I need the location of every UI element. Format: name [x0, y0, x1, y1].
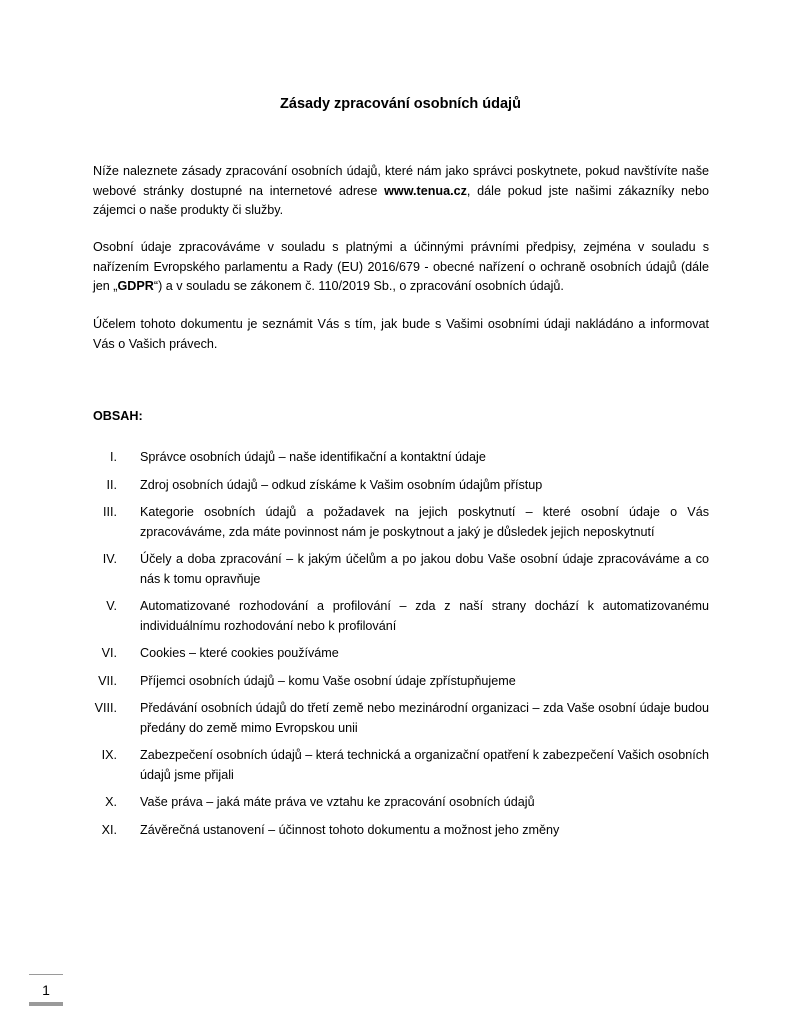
toc-item	[0, 821, 801, 841]
toc-item-number: IX.	[101, 748, 117, 762]
toc-item-number: VI.	[101, 646, 117, 660]
purpose-text: Účelem tohoto dokumentu je seznámit Vás s tím, jak bude s Vašimi osobními údaji nakládáno a informovat Vás o Vašich právech.	[93, 317, 709, 351]
toc-item-number: II.	[106, 477, 117, 492]
table-of-contents	[0, 448, 801, 848]
toc-item-text: Kategorie osobních údajů a požadavek na jejich poskytnutí – které osobní údaje o Vás zpracováváme, zda máte povinnost nám je poskytnout a jaký je důsledek jejich neposkytnutí	[140, 505, 709, 539]
toc-item	[0, 793, 801, 813]
intro-paragraph	[93, 162, 709, 221]
toc-item-number: III.	[103, 505, 117, 519]
toc-item-number: X.	[105, 795, 117, 809]
page-number-box	[29, 974, 63, 1006]
toc-item-text: Vaše práva – jaká máte práva ve vztahu ke zpracování osobních údajů	[140, 795, 535, 809]
legal-text-after: “) a v souladu se zákonem č. 110/2019 Sb., o zpracování osobních údajů.	[153, 279, 564, 293]
document-title: Zásady zpracování osobních údajů	[280, 96, 521, 112]
intro-text-before: Níže naleznete zásady zpracování osobních údajů, které nám jako správci poskytnete, pokud navštívíte naše webové stránky dostupné na internetové adrese	[93, 164, 709, 198]
toc-item	[0, 699, 801, 738]
page-number: 1	[42, 982, 50, 998]
toc-item-text: Předávání osobních údajů do třetí země nebo mezinárodní organizaci – zda Vaše osobní údaje budou předány do země mimo Evropskou unii	[140, 701, 709, 735]
toc-item	[0, 550, 801, 589]
toc-item-text: Příjemci osobních údajů – komu Vaše osobní údaje zpřístupňujeme	[140, 673, 516, 688]
toc-item-text: Automatizované rozhodování a profilování – zda z naší strany dochází k automatizovanému individuálnímu rozhodování nebo k profilování	[140, 599, 709, 633]
toc-item-number: I.	[110, 450, 117, 464]
toc-item-number: V.	[106, 599, 117, 613]
website-url: www.tenua.cz	[384, 183, 467, 198]
purpose-paragraph	[93, 315, 709, 354]
toc-item	[0, 644, 801, 664]
toc-item-number: XI.	[101, 822, 117, 837]
toc-item-number: VII.	[98, 673, 117, 688]
toc-item	[0, 503, 801, 542]
toc-item	[0, 597, 801, 636]
toc-item-text: Cookies – které cookies používáme	[140, 646, 339, 660]
toc-heading: OBSAH:	[93, 409, 143, 423]
gdpr-term: GDPR	[117, 279, 154, 293]
intro-text-after: , dále pokud jste našimi zákazníky nebo zájemci o naše produkty či služby.	[93, 183, 709, 217]
toc-item-text: Zabezpečení osobních údajů – která technická a organizační opatření k zabezpečení Vašich osobních údajů jsme přijali	[140, 748, 709, 782]
legal-text-before: Osobní údaje zpracováváme v souladu s platnými a účinnými právními předpisy, zejména v souladu s nařízením Evropského parlamentu a Rady (EU) 2016/679 - obecné nařízení o ochraně osobních údajů (dále jen „	[93, 240, 709, 293]
toc-item-number: VIII.	[94, 701, 117, 715]
toc-item-text: Závěrečná ustanovení – účinnost tohoto dokumentu a možnost jeho změny	[140, 822, 560, 837]
toc-item-text: Účely a doba zpracování – k jakým účelům a po jakou dobu Vaše osobní údaje zpracováváme a co nás k tomu opravňuje	[140, 552, 709, 586]
toc-item	[0, 448, 801, 468]
toc-item	[0, 746, 801, 785]
legal-basis-paragraph	[93, 238, 709, 297]
toc-item	[0, 476, 801, 496]
toc-item-text: Zdroj osobních údajů – odkud získáme k Vašim osobním údajům přístup	[140, 477, 543, 492]
toc-item-number: IV.	[102, 552, 117, 566]
toc-item	[0, 672, 801, 692]
toc-item-text: Správce osobních údajů – naše identifikační a kontaktní údaje	[140, 450, 486, 464]
